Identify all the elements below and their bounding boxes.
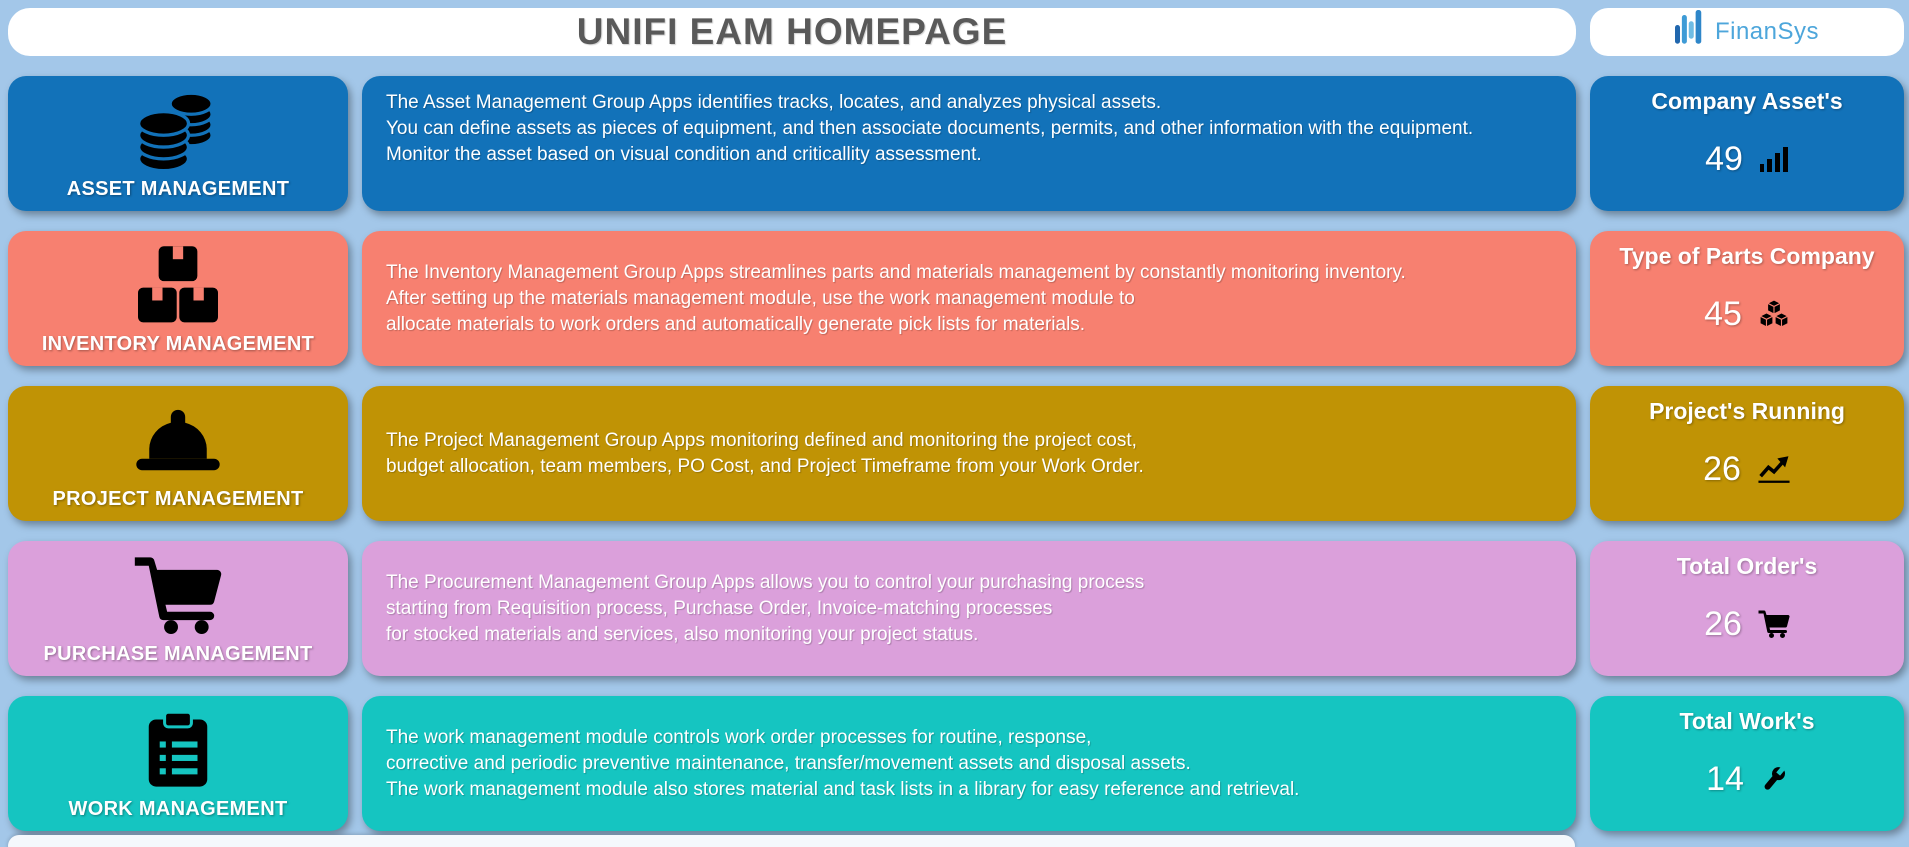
module-label: ASSET MANAGEMENT <box>66 178 290 200</box>
stat-card-parts-types[interactable] <box>1590 231 1904 366</box>
coins-icon <box>130 76 226 178</box>
module-card-asset-management[interactable] <box>8 76 348 211</box>
module-label: PURCHASE MANAGEMENT <box>43 643 313 665</box>
module-card-inventory-management[interactable] <box>8 231 348 366</box>
description-line: The Project Management Group Apps monitoring defined and monitoring the project cost, <box>386 429 1137 451</box>
stat-value: 45 <box>1704 294 1742 333</box>
stat-card-total-works[interactable] <box>1590 696 1904 831</box>
hard-hat-icon <box>132 386 224 488</box>
stat-card-total-orders[interactable] <box>1590 541 1904 676</box>
boxes-icon <box>136 231 220 333</box>
stat-card-company-assets[interactable] <box>1590 76 1904 211</box>
module-description-project <box>362 386 1576 521</box>
shopping-cart-icon <box>132 541 224 643</box>
description-line: for stocked materials and services, also monitoring your project status. <box>386 623 979 645</box>
finansys-logo <box>1590 8 1904 56</box>
module-label: PROJECT MANAGEMENT <box>52 488 304 510</box>
chart-line-icon <box>1757 454 1791 484</box>
stat-title: Company Asset's <box>1651 88 1843 114</box>
wrench-icon <box>1760 765 1788 793</box>
module-label: INVENTORY MANAGEMENT <box>41 333 315 355</box>
cubes-icon <box>1758 299 1790 329</box>
stat-value: 26 <box>1704 604 1742 643</box>
module-description-work <box>362 696 1576 831</box>
module-card-purchase-management[interactable] <box>8 541 348 676</box>
page-title: UNIFI EAM HOMEPAGE <box>576 11 1008 52</box>
stat-value: 49 <box>1705 139 1743 178</box>
stat-title: Total Work's <box>1679 708 1815 734</box>
stat-title: Total Order's <box>1676 553 1818 579</box>
description-line: budget allocation, team members, PO Cost, and Project Timeframe from your Work Order. <box>386 455 1144 477</box>
description-line: After setting up the materials management module, use the work management module to <box>386 287 1135 309</box>
description-line: The Inventory Management Group Apps streamlines parts and materials management by constantly monitoring inventory. <box>386 261 1406 283</box>
module-description-purchase <box>362 541 1576 676</box>
stat-value: 26 <box>1703 449 1741 488</box>
module-description-asset <box>362 76 1576 211</box>
stat-value: 14 <box>1706 759 1744 798</box>
description-line: The Asset Management Group Apps identifies tracks, locates, and analyzes physical assets. <box>386 92 1162 113</box>
module-card-project-management[interactable] <box>8 386 348 521</box>
module-card-work-management[interactable] <box>8 696 348 831</box>
description-line: The Procurement Management Group Apps allows you to control your purchasing process <box>386 571 1145 593</box>
description-line: You can define assets as pieces of equipment, and then associate documents, permits, and other information with the equipment. <box>386 118 1474 139</box>
logo-text: FinanSys <box>1714 18 1820 45</box>
description-line: starting from Requisition process, Purchase Order, Invoice-matching processes <box>386 597 1053 619</box>
bar-chart-logo-icon <box>1675 10 1705 55</box>
description-line: The work management module controls work order processes for routine, response, <box>386 726 1092 748</box>
description-line: The work management module also stores material and task lists in a library for easy reference and retrieval. <box>386 778 1300 800</box>
stat-title: Project's Running <box>1649 398 1845 424</box>
stat-title: Type of Parts Company <box>1619 243 1875 269</box>
shopping-cart-icon <box>1758 610 1790 638</box>
stat-card-projects-running[interactable] <box>1590 386 1904 521</box>
description-line: Monitor the asset based on visual condition and criticallity assessment. <box>386 144 982 165</box>
page-header <box>8 8 1576 56</box>
description-line: corrective and periodic preventive maintenance, transfer/movement assets and disposal assets. <box>386 752 1191 774</box>
clipboard-list-icon <box>145 696 211 798</box>
bar-chart-icon <box>1759 145 1789 173</box>
bottom-partial-panel <box>8 835 1575 847</box>
description-line: allocate materials to work orders and automatically generate pick lists for materials. <box>386 313 1086 335</box>
module-description-inventory <box>362 231 1576 366</box>
module-label: WORK MANAGEMENT <box>68 798 288 820</box>
